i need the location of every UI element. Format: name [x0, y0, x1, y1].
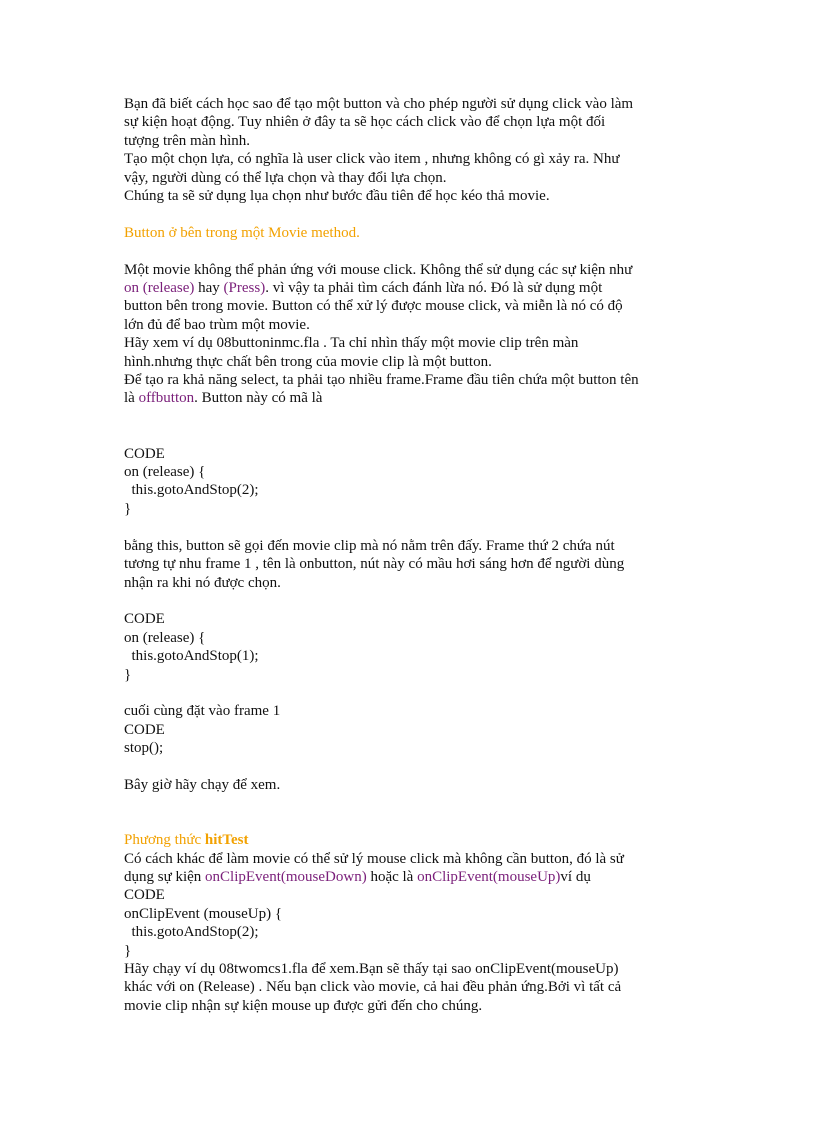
text-line: Tạo một chọn lựa, có nghĩa là user click vào item , nhưng không có gì xảy ra. Như [124, 151, 620, 168]
section2-paragraph-2 [124, 960, 694, 1015]
text-line: lớn đủ để bao trùm một movie. [124, 316, 310, 333]
text-line: tượng trên màn hình. [124, 132, 251, 149]
code-block-1 [124, 445, 694, 519]
keyword-mousedown: onClipEvent(mouseDown) [205, 868, 367, 885]
heading-text: Phương thức [124, 832, 205, 849]
section-heading-hittest [124, 831, 694, 849]
intro-paragraph [124, 95, 694, 205]
text-line [124, 279, 694, 297]
code-line: this.gotoAndStop(2); [124, 924, 259, 941]
text-line: khác với on (Release) . Nếu bạn click vào movie, cả hai đều phản ứng.Bởi vì tất cả [124, 979, 622, 996]
text-line: cuối cùng đặt vào frame 1 [124, 703, 281, 720]
text-line: Hãy chạy ví dụ 08twomcs1.fla để xem.Bạn sẽ thấy tại sao onClipEvent(mouseUp) [124, 960, 619, 977]
section-heading-button-in-movie: Button ở bên trong một Movie method. [124, 224, 360, 241]
code-line: on (release) { [124, 464, 206, 481]
code-block-2 [124, 610, 694, 684]
text-line: button bên trong movie. Button có thể xử lý được mouse click, và miễn là nó có độ [124, 298, 623, 315]
section2-paragraph-1 [124, 850, 694, 887]
text-line [124, 868, 694, 886]
text-fragment: hay [194, 280, 224, 297]
text-line: Bây giờ hãy chạy để xem. [124, 776, 281, 793]
code-line: CODE [124, 721, 165, 738]
heading-keyword-hittest: hitTest [204, 832, 249, 849]
text-fragment: ví dụ [560, 868, 591, 885]
code-line: } [124, 666, 132, 683]
keyword-on-release: on (release) [124, 280, 195, 297]
code-block-4 [124, 886, 694, 960]
code-line: } [124, 942, 132, 959]
code-line: this.gotoAndStop(2); [124, 482, 259, 499]
code-line: CODE [124, 445, 165, 462]
text-line: Để tạo ra khả năng select, ta phải tạo nhiều frame.Frame đầu tiên chứa một button tên [124, 372, 639, 389]
text-fragment: . Button này có mã là [194, 390, 323, 407]
code-line: CODE [124, 887, 165, 904]
text-line: nhận ra khi nó được chọn. [124, 574, 281, 591]
keyword-offbutton: offbutton [138, 390, 195, 407]
text-fragment: . vì vậy ta phải tìm cách đánh lừa nó. Đó là sử dụng một [265, 280, 603, 297]
text-line: sự kiện hoạt động. Tuy nhiên ở đây ta sẽ học cách click vào để chọn lựa một đối [124, 114, 606, 131]
text-line: Một movie không thể phản ứng với mouse click. Không thể sử dụng các sự kiện như [124, 261, 633, 278]
code-line: on (release) { [124, 629, 206, 646]
code-line: } [124, 500, 132, 517]
text-line: Chúng ta sẽ sử dụng lụa chọn như bước đầu tiên để học kéo thả movie. [124, 188, 550, 205]
code-line: stop(); [124, 740, 164, 757]
text-line [124, 389, 694, 407]
text-line: hình.nhưng thực chất bên trong của movie clip là một button. [124, 353, 492, 370]
text-line: Hãy xem ví dụ 08buttoninmc.fla . Ta chỉ nhìn thấy một movie clip trên màn [124, 335, 579, 352]
text-line: tương tự nhu frame 1 , tên là onbutton, nút này có mầu hơi sáng hơn để người dùng [124, 556, 625, 573]
text-fragment: là [124, 390, 139, 407]
text-fragment: hoặc là [366, 868, 418, 885]
text-line: Bạn đã biết cách học sao để tạo một button và cho phép người sử dụng click vào làm [124, 96, 634, 112]
text-line: movie clip nhận sự kiện mouse up được gửi đến cho chúng. [124, 997, 483, 1014]
keyword-mouseup: onClipEvent(mouseUp) [417, 868, 561, 885]
code-block-3 [124, 721, 694, 758]
section1-paragraph-1 [124, 261, 694, 408]
keyword-press: (Press) [223, 280, 266, 297]
section1-paragraph-2 [124, 537, 694, 592]
document-body [124, 95, 694, 1015]
text-fragment: dụng sự kiện [124, 868, 206, 885]
code-line: CODE [124, 611, 165, 628]
code-line: this.gotoAndStop(1); [124, 648, 259, 665]
text-line: bằng this, button sẽ gọi đến movie clip mà nó nằm trên đấy. Frame thứ 2 chứa nút [124, 537, 615, 554]
text-line: vậy, người dùng có thể lựa chọn và thay đổi lựa chọn. [124, 169, 447, 186]
text-line: Có cách khác để làm movie có thể sử lý mouse click mà không cần button, đó là sử [124, 850, 624, 867]
code-line: onClipEvent (mouseUp) { [124, 905, 283, 922]
